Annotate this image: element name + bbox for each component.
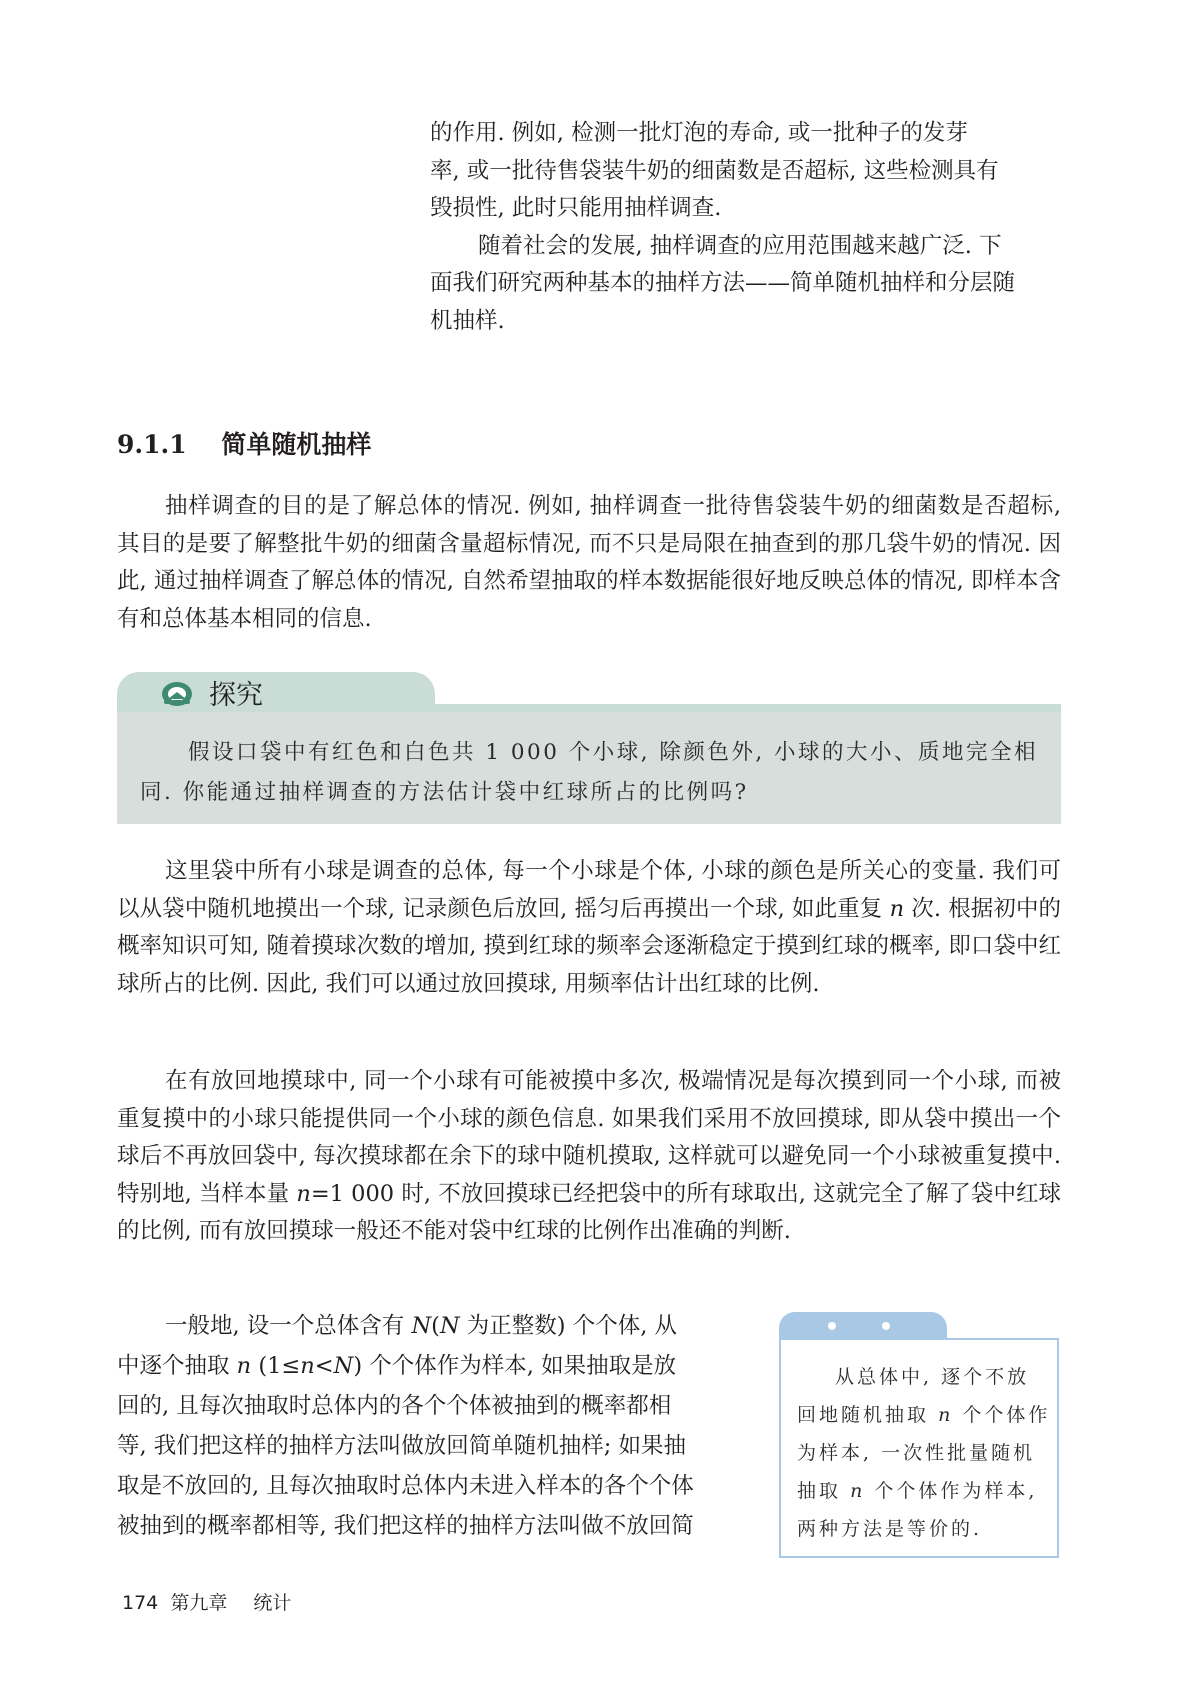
body-paragraph bbox=[117, 853, 1061, 1003]
text-run: 回地随机抽取 bbox=[797, 1404, 930, 1426]
note-line: 从总体中, 逐个不放 bbox=[835, 1366, 1030, 1388]
explore-line: 假设口袋中有红色和白色共 1 000 个小球, 除颜色外, 小球的大小、质地完全相 bbox=[188, 740, 1039, 765]
text-line: 回的, 且每次抽取时总体内的各个个体被抽到的概率都相 bbox=[117, 1393, 672, 1419]
section-title: 简单随机抽样 bbox=[221, 430, 372, 459]
variable-N: N bbox=[411, 1313, 432, 1339]
variable-n: n bbox=[850, 1480, 866, 1502]
text-line: 取是不放回的, 且每次抽取时总体内未进入样本的各个个体 bbox=[117, 1473, 694, 1499]
variable-n: n bbox=[300, 1353, 315, 1379]
note-line: 为样本, 一次性批量随机 bbox=[797, 1442, 1036, 1464]
explore-line: 同. 你能通过抽样调查的方法估计袋中红球所占的比例吗? bbox=[140, 780, 749, 805]
text-line: 毁损性, 此时只能用抽样调查. bbox=[430, 195, 722, 221]
side-note-text bbox=[797, 1358, 1049, 1548]
note-dot bbox=[882, 1322, 890, 1330]
text-run: (1≤ bbox=[258, 1353, 301, 1379]
chapter-title: 统计 bbox=[253, 1592, 292, 1614]
text-line bbox=[117, 1306, 747, 1346]
text-run: 时, 不放回摸球已经把袋中的所有球取出, 这就完全了解了袋中红球的比例, 而有放回摸球一般还不能对袋中红球的比例作出准确的判断. bbox=[117, 1180, 1062, 1244]
text-run: 这里袋中所有小球是调查的总体, 每一个小球是个体, 小球的颜色是所关心的变量. 我们可以从袋中随机地摸出一个球, 记录颜色后放回, 摇匀后再摸出一个球, 如此重复 bbox=[117, 858, 1061, 922]
text-run: ) 个个体作为样本, 如果抽取是放 bbox=[353, 1353, 677, 1379]
explore-compass-icon bbox=[160, 679, 194, 707]
page-footer bbox=[122, 1588, 291, 1615]
note-line bbox=[797, 1472, 1049, 1510]
text-run: 个个体作为样本, bbox=[874, 1480, 1038, 1502]
body-paragraph bbox=[117, 1063, 1061, 1251]
note-line bbox=[797, 1396, 1049, 1434]
equation: =1 000 bbox=[310, 1180, 395, 1207]
text-run: 一般地, 设一个总体含有 bbox=[165, 1313, 405, 1339]
variable-N: N bbox=[333, 1353, 354, 1379]
variable-n: n bbox=[236, 1353, 252, 1379]
side-note-tab bbox=[779, 1312, 947, 1340]
text-line: 的作用. 例如, 检测一批灯泡的寿命, 或一批种子的发芽 bbox=[430, 120, 968, 146]
section-heading bbox=[117, 425, 371, 461]
explore-title: 探究 bbox=[209, 680, 263, 711]
section-number: 9.1.1 bbox=[117, 430, 187, 459]
variable-n: n bbox=[296, 1180, 311, 1207]
text-line: 面我们研究两种基本的抽样方法——简单随机抽样和分层随 bbox=[430, 270, 1016, 296]
text-run: 个个体作 bbox=[962, 1404, 1051, 1426]
text-line bbox=[117, 1346, 747, 1386]
variable-n: n bbox=[938, 1404, 954, 1426]
variable-N: N bbox=[439, 1313, 460, 1339]
body-paragraph bbox=[117, 1306, 747, 1546]
text-run: 中逐个抽取 bbox=[117, 1353, 230, 1379]
top-paragraph bbox=[430, 115, 1060, 340]
page-number: 174 bbox=[122, 1592, 159, 1614]
text-run: 抽取 bbox=[797, 1480, 842, 1502]
text-run: 在有放回地摸球中, 同一个小球有可能被摸中多次, 极端情况是每次摸到同一个小球, 而被重复摸中的小球只能提供同一个小球的颜色信息. 如果我们采用不放回摸球, 即从袋中摸出一个球后不再放回袋中, 每次摸球都在余下的球中随机摸取, 这样就可以避免同一个小球被重复摸中. 特别地, 当样本量 bbox=[117, 1068, 1061, 1207]
variable-n: n bbox=[889, 895, 905, 922]
text-run: ( bbox=[431, 1313, 440, 1339]
chapter-label: 第九章 bbox=[170, 1592, 228, 1614]
note-line: 两种方法是等价的. bbox=[797, 1518, 983, 1540]
text-line: 率, 或一批待售袋装牛奶的细菌数是否超标, 这些检测具有 bbox=[430, 157, 999, 184]
text-run: 为正整数) 个个体, 从 bbox=[466, 1313, 678, 1339]
text-line: 被抽到的概率都相等, 我们把这样的抽样方法叫做不放回简 bbox=[117, 1513, 694, 1539]
explore-text bbox=[140, 733, 1045, 813]
text-run: 次. 根据初中的概率知识可知, 随着摸球次数的增加, 摸到红球的频率会逐渐稳定于摸到红球的概率, 即口袋中红球所占的比例. 因此, 我们可以通过放回摸球, 用频率估计出红球的比例. bbox=[117, 895, 1062, 997]
text-line: 随着社会的发展, 抽样调查的应用范围越来越广泛. 下 bbox=[478, 232, 1002, 259]
intro-paragraph: 抽样调查的目的是了解总体的情况. 例如, 抽样调查一批待售袋装牛奶的细菌数是否超标, 其目的是要了解整批牛奶的细菌含量超标情况, 而不只是局限在抽查到的那几袋牛奶的情况. 因此, 通过抽样调查了解总体的情况, 自然希望抽取的样本数据能很好地反映总体的情况, 即样本含有和总体基本相同的信息. bbox=[117, 493, 1061, 632]
text-line: 等, 我们把这样的抽样方法叫做放回简单随机抽样; 如果抽 bbox=[117, 1433, 687, 1459]
text-run: < bbox=[314, 1353, 334, 1379]
text-line: 机抽样. bbox=[430, 307, 505, 334]
note-dot bbox=[828, 1322, 836, 1330]
